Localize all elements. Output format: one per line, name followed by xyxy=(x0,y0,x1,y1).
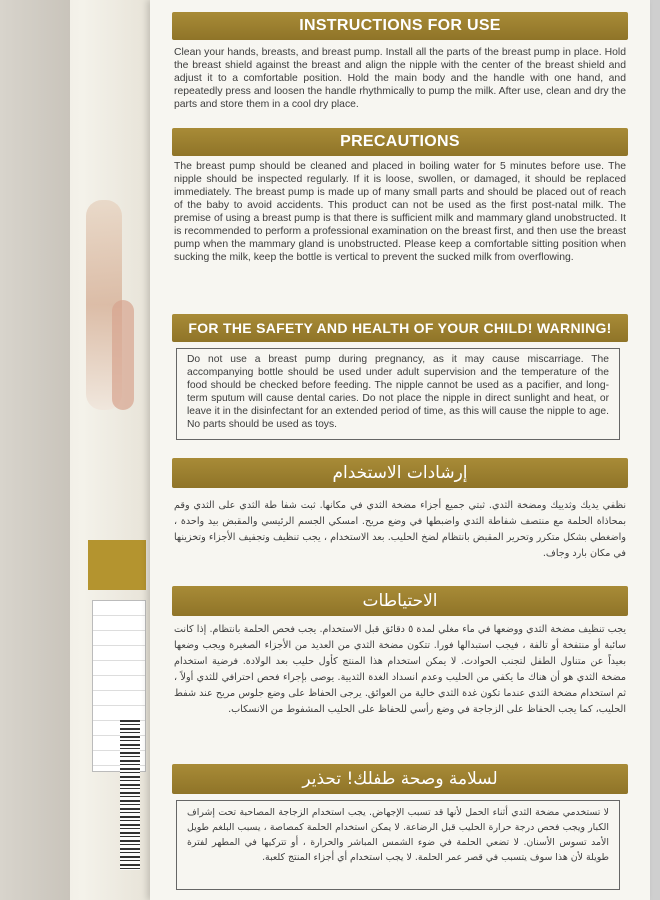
arabic-instructions-text: نظفي يديك وثدييك ومضخة الثدي. ثبتي جميع أجزاء مضخة الثدي في مكانها. ثبت شفا طة الثدي على الثدي وقم بمحاذاة الحلمة مع منتصف شفاطة الثدي واضبطها في وضع مريح. امسكي الجسم الرئيسي والمقبض بيد واحدة ، واضغطي بشكل متكرر وتحرير المقبض بانتظام لضخ الحليب. بعد الاستخدام ، يجب تنظيف وتجفيف الأجزاء وتخزينها في مكان بارد وجاف. xyxy=(174,500,626,559)
barcode xyxy=(120,720,140,870)
instructions-heading: INSTRUCTIONS FOR USE xyxy=(172,12,628,40)
background-shadow xyxy=(0,0,70,900)
arabic-warning-text: لا تستخدمي مضخة الثدي أثناء الحمل لأنها قد تسبب الإجهاض. يجب استخدام الزجاجة المصاحبة تحت إشراف الكبار ويجب فحص درجة حرارة الحليب قبل الرضاعة. لا يمكن استخدام الحلمة كمصاصة ، يسبب البلغم طويل الأمد تسوس الأسنان. لا تضعي الحلمة في ضوء الشمس المباشر والحرارة ، أو تتركيها في المطهر لفترة طويلة لأن هذا سوف يتسبب في قصر عمر الحلمة. لا يجب استخدام أي أجزاء المنتج كلعبة. xyxy=(187,807,609,863)
product-photo-secondary xyxy=(112,300,134,410)
arabic-precautions-heading: الاحتياطات xyxy=(172,586,628,616)
arabic-instructions-heading: إرشادات الاستخدام xyxy=(172,458,628,488)
instructions-text: Clean your hands, breasts, and breast pump. Install all the parts of the breast pump in place. Hold the breast shield against the breast and align the nipple with the center of the breast shield and adjust it to a comfortable position. Hold the main body and the handle with one hand, and repeatedly press and loosen the handle rhythmically to pump the milk. After use, clean and dry the parts and store them in a cool dry place. xyxy=(174,47,626,110)
precautions-heading: PRECAUTIONS xyxy=(172,128,628,156)
arabic-warning-heading: لسلامة وصحة طفلك! تحذير xyxy=(172,764,628,794)
warning-heading: FOR THE SAFETY AND HEALTH OF YOUR CHILD! WARNING! xyxy=(172,314,628,342)
box-side-panel xyxy=(0,0,150,900)
warning-text: Do not use a breast pump during pregnancy, as it may cause miscarriage. The accompanying bottle should be used under adult supervision and the temperature of the food should be checked before feeding. The nipple cannot be used as a pacifier, and long-term sputum will cause dental caries. Do not place the nipple in direct sunlight and heat, or leave it in the disinfectant for an extended period of time, as this will cause the nipple to age. No parts should be used as toys. xyxy=(187,354,609,430)
gold-strip xyxy=(88,540,146,590)
arabic-warning-box xyxy=(176,800,620,890)
arabic-precautions-text: يجب تنظيف مضخة الثدي ووضعها في ماء مغلي لمدة ٥ دقائق قبل الاستخدام. يجب فحص الحلمة بانتظام. إذا كانت سائبة أو منتفخة أو تالفة ، فيجب استبدالها فورا. تتكون مضخة الثدي من العديد من الأجزاء الصغيرة ويجب وضعها بعيداً عن متناول الطفل لتجنب الحوادث. لا يمكن استخدام هذا المنتج كأول حليب بعد الولادة. فرضية استخدام مضخة الثدي هو أن هناك ما يكفي من الحليب وعدم انسداد الغدة الثديية. يوصى بإجراء فحص احترافي للثدي أولاً ، ثم استخدام مضخة الثدي عندما تكون غدة الثدي خالية من العوائق. يرجى الحفاظ على وضع جلوس مريح عند شفط الحليب، كما يجب الحفاظ على الزجاجة في وضع رأسي للحفاظ على الحليب المشفوط من الانسكاب. xyxy=(174,624,627,715)
warning-box xyxy=(176,348,620,440)
instruction-panel xyxy=(150,0,650,900)
precautions-text: The breast pump should be cleaned and placed in boiling water for 5 minutes before use. The nipple should be inspected regularly. If it is loose, swollen, or damaged, it should be replaced immediately. The breast pump is made up of many small parts and should be placed out of reach of the baby to avoid accidents. This product can not be used as the first post-natal milk. The premise of using a breast pump is that there is sufficient milk and mammary gland unobstructed. It is recommended to perform a professional examination on the breast first, and then use the breast pump when the mammary gland is unobstructed. Please keep a comfortable sitting position when sucking the milk, keep the bottle is vertical to prevent the sucked milk from overflowing. xyxy=(174,161,626,263)
